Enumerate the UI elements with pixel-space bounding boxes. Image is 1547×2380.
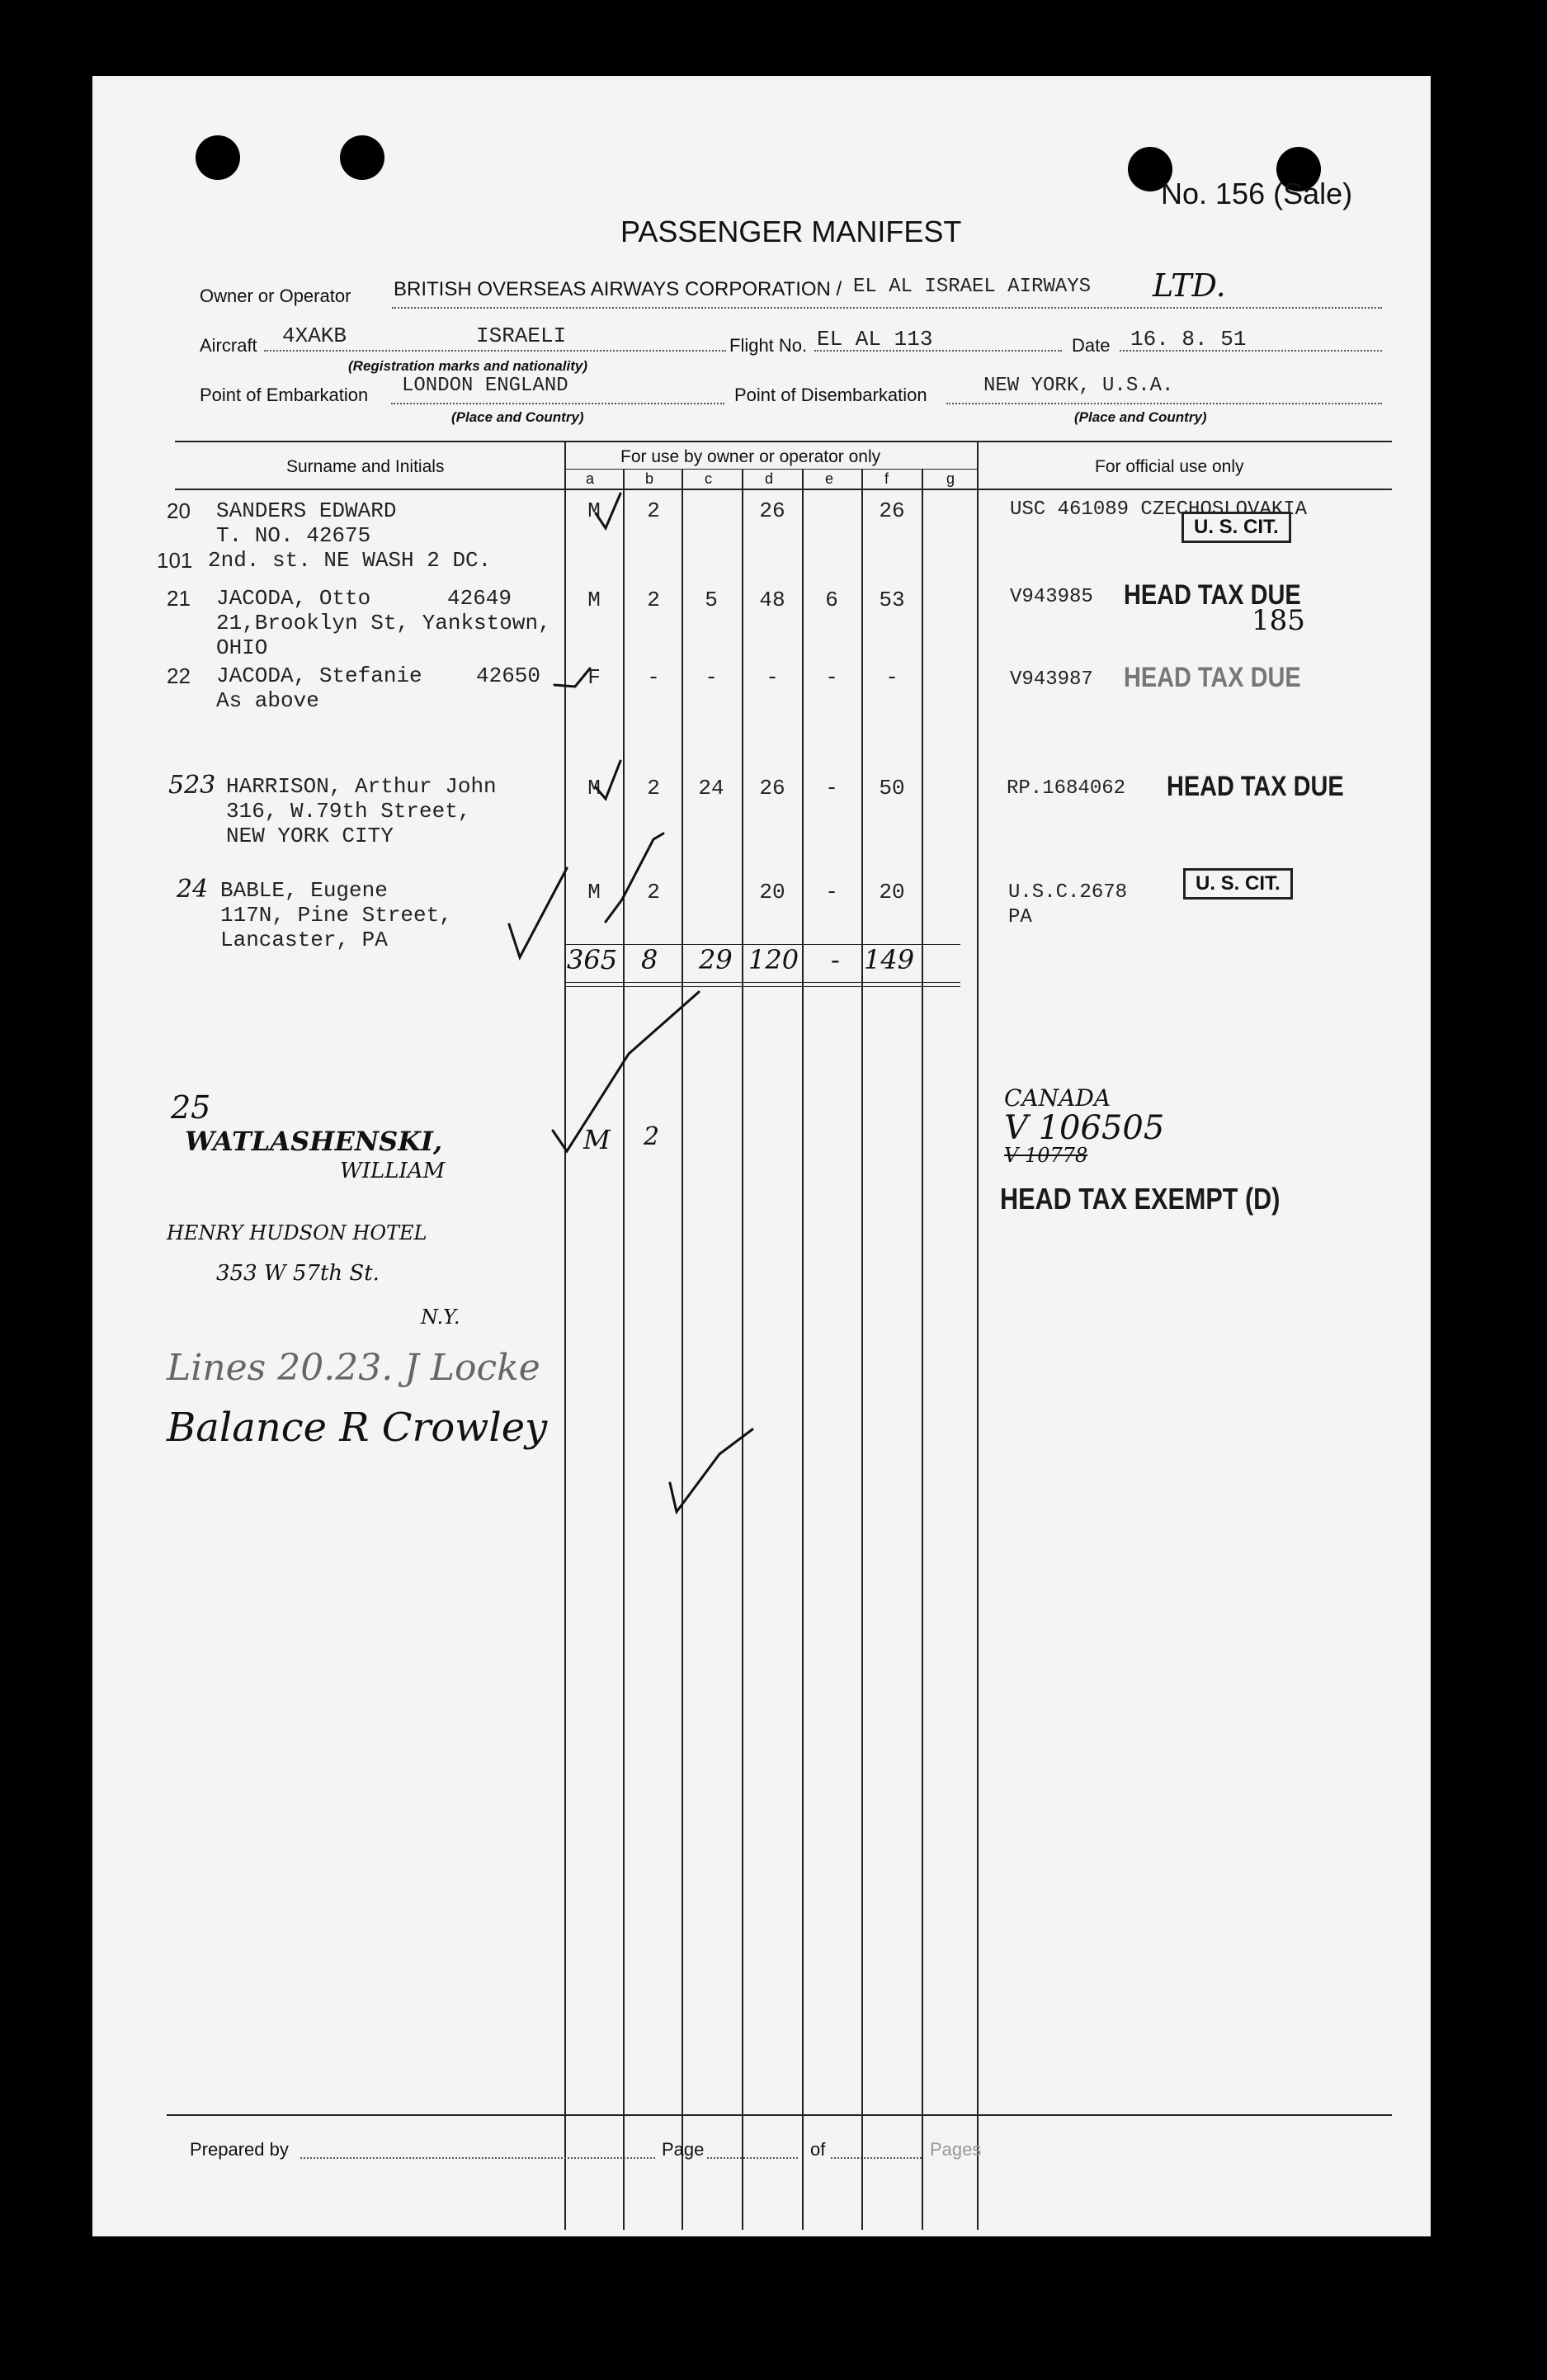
hand-name: WATLASHENSKI, (185, 1126, 443, 1157)
canada-number-struck: V 10778 (1004, 1144, 1088, 1167)
head-tax-due-stamp: HEAD TAX DUE (1167, 771, 1344, 802)
passenger-name: BABLE, Eugene (220, 878, 388, 903)
col-owner: For use by owner or operator only (620, 447, 881, 466)
sub-col-g: g (946, 470, 955, 487)
sub-col-d: d (765, 470, 774, 487)
passenger-name: HARRISON, Arthur John (226, 774, 497, 799)
passenger-line: T. NO. 42675 (216, 523, 371, 548)
cell-b: 2 (647, 880, 660, 904)
total-e: - (831, 944, 840, 975)
row-number-hand: 25 (171, 1089, 211, 1126)
hotel-line: HENRY HUDSON HOTEL (167, 1221, 427, 1244)
cell-b: 2 (647, 588, 660, 612)
total-c: 29 (699, 944, 733, 975)
cell-a: M (587, 498, 601, 523)
flight-label: Flight No. (729, 335, 808, 356)
cell-e: 6 (825, 588, 838, 612)
passenger-line: NEW YORK CITY (226, 824, 394, 848)
cell-c: 24 (698, 776, 724, 800)
footer-rule (167, 2114, 1392, 2116)
cell-c: 5 (705, 588, 718, 612)
cell-a: M (587, 776, 601, 800)
row-number: 523 (168, 771, 216, 800)
ticket-number: 42650 (476, 663, 541, 688)
passenger-line: As above (216, 688, 319, 713)
cell-a: M (587, 588, 601, 612)
passenger-line: 2nd. st. NE WASH 2 DC. (208, 548, 492, 573)
prepared-line (300, 2157, 655, 2159)
official-entry: RP.1684062 (1007, 777, 1126, 800)
official-entry: U.S.C.2678 (1008, 881, 1128, 904)
official-entry: USC 461089 CZECHOSLOVAKIA (1010, 498, 1308, 521)
passenger-line: Lancaster, PA (220, 928, 388, 952)
row-number: 22 (167, 663, 191, 688)
sub-col-b: b (645, 470, 654, 487)
official-entry-2: PA (1008, 906, 1032, 928)
aircraft-caption: (Registration marks and nationality) (348, 358, 587, 374)
form-number: No. 156 (Sale) (1161, 177, 1353, 210)
owner-printed: BRITISH OVERSEAS AIRWAYS CORPORATION / (394, 278, 842, 300)
page-line (707, 2157, 798, 2159)
sub-col-e: e (825, 470, 834, 487)
cell-f: - (885, 665, 898, 690)
cell-a: M (587, 880, 601, 904)
date-label: Date (1072, 335, 1111, 356)
total-d: 120 (748, 944, 799, 975)
hotel-line-3: N.Y. (421, 1306, 460, 1329)
form-title: PASSENGER MANIFEST (620, 215, 962, 248)
total-a: 365 (567, 944, 618, 975)
us-cit-stamp: U. S. CIT. (1183, 868, 1293, 900)
cell-f: 26 (879, 498, 905, 523)
passenger-line: OHIO (216, 635, 268, 660)
cell-e: - (825, 880, 838, 904)
signature-balance: Balance R Crowley (167, 1405, 548, 1451)
cell-d: 26 (759, 498, 785, 523)
sub-col-a: a (586, 470, 595, 487)
total-f: 149 (864, 944, 915, 975)
owner-hand: LTD. (1153, 267, 1226, 304)
cell-f: 50 (879, 776, 905, 800)
total-b: 8 (641, 944, 658, 975)
row-prefix: 101 (157, 548, 193, 573)
passenger-line: 316, W.79th Street, (226, 799, 471, 824)
owner-typed: EL AL ISRAEL AIRWAYS (853, 276, 1092, 298)
cell-e: - (825, 776, 838, 800)
hotel-line-2: 353 W 57th St. (216, 1261, 380, 1286)
row-number: 24 (177, 875, 209, 904)
cell-d: - (766, 665, 779, 690)
official-entry: V943987 (1010, 668, 1093, 691)
passenger-name: JACODA, Stefanie (216, 663, 422, 688)
disembark-caption: (Place and Country) (1074, 409, 1207, 425)
passenger-name: JACODA, Otto (216, 586, 371, 611)
cell-b: 2 (647, 776, 660, 800)
sub-col-c: c (705, 470, 712, 487)
row-number: 20 (167, 498, 191, 523)
hand-name-2: WILLIAM (340, 1159, 446, 1183)
of-label: of (810, 2139, 826, 2160)
cell-c: - (705, 665, 718, 690)
pages-label: Pages (930, 2139, 982, 2160)
row-number: 21 (167, 586, 191, 611)
disembark-value: NEW YORK, U.S.A. (983, 375, 1174, 397)
embark-value: LONDON ENGLAND (402, 375, 568, 397)
cell-a: F (587, 665, 601, 690)
disembark-label: Point of Disembarkation (734, 385, 927, 405)
stamp-number: 185 (1252, 604, 1305, 637)
cell-d: 26 (759, 776, 785, 800)
aircraft-reg: 4XAKB (282, 323, 347, 348)
prepared-label: Prepared by (190, 2139, 289, 2160)
sub-col-f: f (884, 470, 889, 487)
cell-f: 53 (879, 588, 905, 612)
head-tax-exempt-stamp: HEAD TAX EXEMPT (D) (1000, 1182, 1281, 1216)
flight-value: EL AL 113 (817, 327, 933, 352)
hand-cell-b: 2 (644, 1122, 660, 1151)
cell-b: - (647, 665, 660, 690)
canada-number: V 106505 (1004, 1109, 1165, 1147)
us-cit-stamp: U. S. CIT. (1181, 512, 1291, 543)
of-line (831, 2157, 922, 2159)
manifest-sheet (92, 76, 1431, 2236)
cell-b: 2 (647, 498, 660, 523)
col-surname: Surname and Initials (286, 457, 445, 476)
page-label: Page (662, 2139, 705, 2160)
aircraft-nat: ISRAELI (476, 323, 567, 348)
ticket-number: 42649 (447, 586, 512, 611)
canada-label: CANADA (1004, 1084, 1111, 1112)
cell-e: - (825, 665, 838, 690)
embark-label: Point of Embarkation (200, 385, 369, 405)
cell-d: 20 (759, 880, 785, 904)
hand-cell-a: M (583, 1124, 611, 1155)
aircraft-label: Aircraft (200, 335, 257, 356)
embark-caption: (Place and Country) (451, 409, 584, 425)
head-tax-due-stamp: HEAD TAX DUE (1124, 579, 1301, 611)
passenger-line: 117N, Pine Street, (220, 903, 452, 928)
official-entry: V943985 (1010, 586, 1093, 608)
passenger-name: SANDERS EDWARD (216, 498, 397, 523)
cell-f: 20 (879, 880, 905, 904)
col-official: For official use only (1095, 457, 1244, 476)
signature-note: Lines 20.23. J Locke (167, 1347, 540, 1389)
date-value: 16. 8. 51 (1130, 327, 1247, 352)
cell-d: 48 (759, 588, 785, 612)
owner-label: Owner or Operator (200, 286, 351, 306)
passenger-line: 21,Brooklyn St, Yankstown, (216, 611, 551, 635)
head-tax-due-stamp: HEAD TAX DUE (1124, 662, 1301, 693)
